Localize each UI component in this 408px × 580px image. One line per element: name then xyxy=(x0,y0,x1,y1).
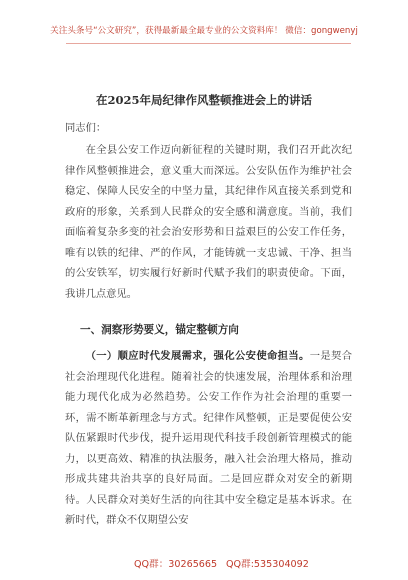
intro-paragraph: 在全县公安工作迈向新征程的关键时期，我们召开此次纪律作风整顿推进会，意义重大而深远。公安队伍作为维护社会稳定、保障人民安全的中坚力量，其纪律作风直接关系到党和政府的形象，关系到人民群众的安全感和满意度。当前，我们面临着复杂多变的社会治安形势和日益艰巨的公安工作任务，唯有以铁的纪律、严的作风，才能铸就一支忠诚、干净、担当的公安铁军，切实履行好新时代赋予我们的职责使命。下面，我讲几点意见。 xyxy=(65,144,352,300)
document-title: 在2025年局纪律作风整顿推进会上的讲话 xyxy=(95,93,312,107)
salutation: 同志们： xyxy=(65,122,107,134)
promo-header: 关注头条号“公文研究”，获得最新最全最专业的公文资料库！ 微信：gongwenyj xyxy=(50,26,358,36)
footer-qq-group-1: QQ群：30265665 xyxy=(134,559,218,570)
body-paragraph xyxy=(65,346,352,531)
section-heading: 一、洞察形势要义，锚定整顿方向 xyxy=(80,324,239,336)
paragraph-body: 一是契合社会治理现代化进程。随着社会的快速发展，治理体系和治理能力现代化成为必然趋势。公安工作作为社会治理的重要一环，需不断革新理念与方式。纪律作风整顿，正是要促使公安队伍紧跟时代步伐，提升运用现代科技手段创新管理模式的能力，以更高效、精准的执法服务，融入社会治理大格局，推动形成共建共治共享的良好局面。二是回应群众对安全的新期待。人民群众对美好生活的向往其中安全稳定是基本诉求。在新时代，群众不仅期望公安 xyxy=(65,350,353,526)
footer-qq-group-2: QQ群:535304092 xyxy=(226,559,309,570)
header-divider xyxy=(66,43,351,44)
paragraph-lead: （一）顺应时代发展需求，强化公安使命担当。 xyxy=(85,350,310,362)
